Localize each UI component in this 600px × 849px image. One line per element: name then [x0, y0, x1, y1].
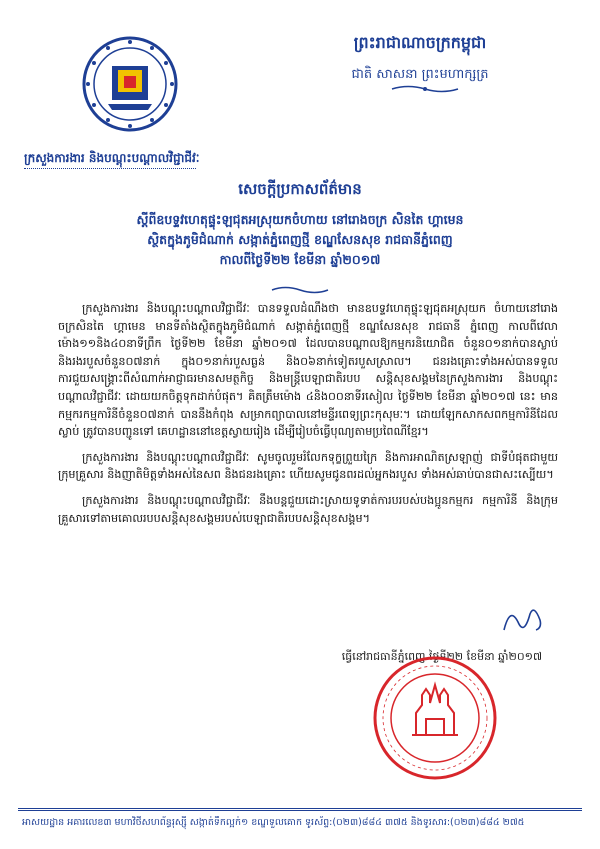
title-line-3: កាលពីថ្ងៃទី២២ ខែមីនា ឆ្នាំ២០១៧: [219, 252, 381, 267]
footer-rule: [18, 808, 582, 811]
ministry-name: ក្រសួងការងារ និងបណ្តុះបណ្តាលវិជ្ជាជីវៈ: [24, 151, 200, 165]
press-release-title: [60, 180, 540, 270]
header-ornament: [390, 84, 460, 94]
signature: [500, 600, 546, 640]
paragraph-3: ក្រសួងការងារ និងបណ្តុះបណ្តាលវិជ្ជាជីវៈ នឹងបន្តជួយដោះស្រាយទូទាត់ការបរបស់បងប្អូនកម្មករ កម្មការិនី និងក្រុមគ្រួសារទៅតាមគោលរបបសន្តិសុខសង្គមរបស់បេឡាជាតិរបបសន្តិសុខសង្គម។: [58, 493, 558, 525]
document-body: [58, 300, 558, 535]
paragraph-1: ក្រសួងការងារ និងបណ្តុះបណ្តាលវិជ្ជាជីវៈ បានទទួលដំណឹងថា មានឧបទ្ទវហេតុផ្ទុះឡជុតអស្រុយក ចំហាយនៅរោងចក្រសិនតៃ ហ្គាមេន មានទីតាំងស្ថិតក្នុងភូមិជំណាក់ សង្កាត់ភ្នំពេញថ្មី ខណ្ឌសែនសុខ រាជធានី ភ្នំពេញ កាលពីវេលាម៉ោង១១និង៤០នាទីព្រឹក ថ្ងៃទី២២ ខែមីនា ឆ្នាំ២០១៧ ដែលបានបណ្តាលឱ្យកម្មករនិយោជិត ចំនួន០១នាក់បានស្លាប់ និងរងរបួសចំនួន០៧នាក់ ក្នុង០១នាក់របួសធ្ងន់ និង០៦នាក់ទៀតរបួសស្រាល។ ជនរងគ្រោះទាំងអស់បានទទួលការជួយសង្គ្រោះពីសំណាក់អាជ្ញាធរមានសមត្ថកិច្ច និងមន្ត្រីបេឡាជាតិរបប សន្តិសុខសង្គមនៃក្រសួងការងារ និងបណ្តុះបណ្តាលវិជ្ជាជីវៈ ដោយយកចិត្តទុកដាក់បំផុត។ គិតត្រឹមម៉ោង ៤និង០០នាទីរសៀល ថ្ងៃទី២២ ខែមីនា ឆ្នាំ២០១៧ នេះ មានកម្មករកម្មការិនីចំនួន០៧នាក់ បាននឹងកំពុង សម្រាកព្យាបាលនៅមន្ទីរពេទ្យព្រះកុសុមៈ។ ដោយឡែកសាកសពកម្មការិនីដែលស្លាប់ ត្រូវបានបញ្ជូនទៅ គេហដ្ឋាននៅខេត្តស្វាយរៀង ដើម្បីរៀបចំធ្វើបុណ្យតាមប្រពៃណីខ្មែរ។: [58, 302, 558, 439]
title-line-2: ស្ថិតក្នុងភូមិជំណាក់ សង្កាត់ភ្នំពេញថ្មី ខណ្ឌសែនសុខ រាជធានីភ្នំពេញ: [147, 232, 453, 247]
title-line-1: ស្តីពីឧបទ្ទវហេតុផ្ទុះឡជុតអស្រុយកចំហាយ នៅរោងចក្រ សិនតៃ ហ្គាមេន: [136, 212, 464, 227]
official-seal: [372, 655, 498, 781]
national-motto: ជាតិ សាសនា ព្រះមហាក្សត្រ: [351, 67, 489, 82]
paragraph-2: ក្រសួងការងារ និងបណ្តុះបណ្តាលវិជ្ជាជីវៈ សូមចូលរួមរំលែកទុក្ខព្រួយក្រៃ និងការអាណិតស្រឡាញ់ ជាទីបំផុតជាមួយក្រុមគ្រួសារ និងញាតិមិត្តទាំងអស់នៃសព និងជនរងគ្រោះ ហើយសូមជូនពរដល់អ្នកងរបួស ទាំងអស់ឆាប់បានជាសះស្បើយ។: [58, 450, 558, 482]
title-ornament: [270, 285, 330, 295]
title-heading: សេចក្តីប្រកាសព័ត៌មាន: [238, 180, 362, 198]
kingdom-name: ព្រះរាជាណាចក្រកម្ពុជា: [353, 33, 487, 52]
kingdom-header: [300, 32, 540, 85]
date-line: ធ្វើនៅរាជធានីភ្នំពេញ ថ្ងៃទី២២ ខែមីនា ឆ្នាំ២០១៧: [341, 650, 542, 663]
ministry-logo: [82, 36, 178, 132]
ministry-underline: [24, 168, 196, 169]
footer-address: អាសយដ្ឋាន អគារលេខ៣ មហាវិថីសហព័ន្ធរុស្ស៊ី សង្កាត់ទឹកល្អក់១ ខណ្ឌទួលគោក ទូរស័ព្ទ:(០២៣)៨៨៤ ៣៧៥ និងទូរសារ:(០២៣)៨៨៤ ២៧៥: [22, 817, 525, 828]
